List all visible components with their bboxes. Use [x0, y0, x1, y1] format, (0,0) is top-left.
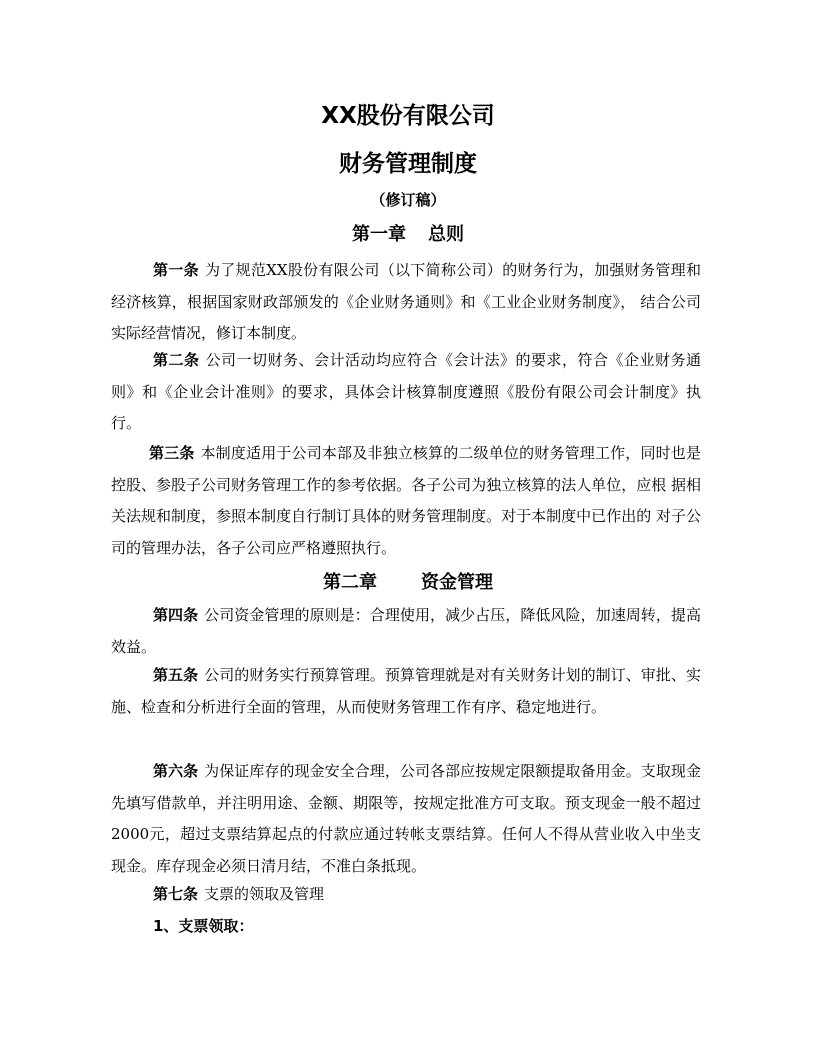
article-text: 公司资金管理的原则是：合理使用，减少占压，降低风险，加速周转，提高效益。 [111, 606, 701, 656]
article-label: 第一条 [153, 261, 199, 279]
article-text: 为保证库存的现金安全合理，公司各部应按规定限额提取备用金。支取现金先填写借款单，并注明用途、金额、期限等，按规定批准方可支取。预支现金一般不超过2000元，超过支票结算起点的付款应通过转帐支票结算。任何人不得从营业收入中坐支现金。库存现金必须日清月结，不准白条抵现。 [111, 762, 701, 875]
company-title: XX股份有限公司 [321, 103, 495, 129]
article-label: 第七条 [153, 885, 199, 903]
chapter-2-heading [0, 568, 816, 594]
article-2 [111, 345, 701, 440]
article-text: 公司一切财务、会计活动均应符合《会计法》的要求，符合《企业财务通则》和《企业会计准则》的要求，具体会计核算制度遵照《股份有限公司会计制度》执行。 [111, 351, 701, 432]
article-label: 第六条 [153, 762, 199, 780]
article-6 [111, 756, 701, 882]
subitem-cheque-collection [111, 911, 701, 943]
article-label: 第三条 [149, 444, 195, 462]
article-label: 第五条 [153, 666, 199, 684]
article-text: 本制度适用于公司本部及非独立核算的二级单位的财务管理工作，同时也是控股、参股子公司财务管理工作的参考依据。各子公司为独立核算的法人单位，应根 据相关法规和制度，参照本制度自行制订具体的财务管理制度。对于本制度中已作出的 对子公司的管理办法，各子公司应严格遵照执行。 [111, 444, 701, 557]
article-label: 第四条 [153, 606, 199, 624]
chapter-2-name: 资金管理 [421, 572, 493, 593]
chapter-1-name: 总则 [428, 224, 464, 245]
article-text: 公司的财务实行预算管理。预算管理就是对有关财务计划的制订、审批、实施、检查和分析进行全面的管理，从而使财务管理工作有序、稳定地进行。 [111, 666, 701, 716]
article-7 [111, 879, 701, 911]
subitem-label: 1、支票领取： [153, 917, 254, 935]
article-text: 为了规范XX股份有限公司（以下简称公司）的财务行为，加强财务管理和经济核算，根据国家财政部颁发的《企业财务通则》和《工业企业财务制度》， 结合公司实际经营情况，修订本制度。 [111, 261, 701, 342]
article-text: 支票的领取及管理 [204, 885, 325, 903]
revision-note: （修订稿） [370, 191, 446, 209]
document-title: 财务管理制度 [339, 151, 477, 177]
article-4 [111, 600, 701, 663]
chapter-1-heading [0, 220, 816, 246]
chapter-1-number: 第一章 [352, 224, 406, 245]
article-label: 第二条 [153, 351, 200, 369]
chapter-2-number: 第二章 [323, 572, 377, 593]
article-1 [111, 255, 701, 350]
article-3 [111, 438, 701, 564]
article-5 [111, 660, 701, 723]
